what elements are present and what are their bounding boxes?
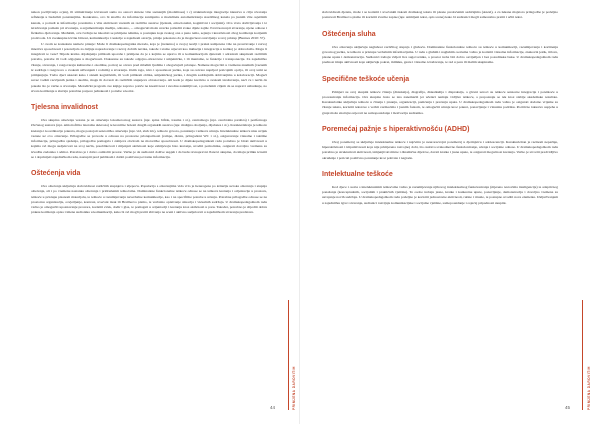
page-number-left: 44	[270, 405, 276, 410]
section-paragraph: Primjeri su ovoj skupini teškoće čitanja (disleksija), disgrafija, diskalkulija i dispraksija, a glavni uzroci su teškoće senzorne integracije i poteškoće u procesuiranju informacija. Ova skupina često se zna zanemariti jer učenici nemaju vidljive teškoće, a prepoznaju se tek kroz slabije akademske rezultate. Karakteristike uključuju teškoće u čitanju i pisanju, organizaciji, pamćenju i praćenju uputa. U dramskopedagoškom radu važno je osigurati dodatno vrijeme za čitanje teksta, koristiti tekstove s većim razmacima i jasnim fontom, te omogućiti učenje kroz pokret, ponavljanje i vizualnu podršku. Pozitivno iskustvo uspjeha u grupi može značajno utjecati na samopouzdanje i motivaciju sudionika.	[322, 89, 558, 115]
side-label-right: PRIMJENA DAROVITIH	[587, 366, 591, 410]
section-heading-ostecenja-vida: Oštećenja vida	[31, 170, 81, 177]
section-paragraph: Ova oštećenja ukljućuju slabovidnost različitih stupnjeva i sljepoću. Populacija s oštećenjima vida vrlo je heterogena po kriteriju uzroka oštećenja i stupnja oštećenja, ali i po vremenu nastanka oštećenja i pridruženim teškoćama. Dominantne funkcionalne teškoće odnose se na teškoće kretanja i orijentacije u prostoru, teškoće u pristupu pisanom materijalu, te teškoće u razumijevanju neverbalne komunikacije, kao i na specifične potrebe u učenju. Potrebne prilagodbe odnose se na prostornu organizaciju, osvjetljenje, kontrast, uvećani tisak ili Brailleovo pismo, te verbalno opisivanje situacija i vizualnih sadržaja. U dramskopedagoškom radu važno je omogućiti upoznavanje prostora, koristiti zvuk, dodir i glas, te pomagati u orijentaciji i kretanju kroz aktivnosti u paru. Također, potrebno je slijediti dobru praksu korištenja opisa i imena sudionika u komunikaciji, kako bi svi mogli pratiti zbivanja na sceni i aktivno sudjelovati u zajedničkom stvaranju predstave.	[31, 184, 267, 215]
section-paragraph: Ovaj poremećaj se uključuje intelektualne teškoće i najčešće je neurorazvojni poremećaj u djetinjstvu i adolescenciji. Karakteriziran je razinom nepažnje, hiperaktivnosti i impulzivnosti koja nije primjerena razvojnoj dobi, što otežava svakodnevno funkcioniranje, učenje i socijalne odnose. U dramskopedagoškom radu potrebno je strukturirati aktivnosti, izmjenjivati mirne i dinamične dijelove, davati kratke i jasne upute, te osigurati mogućnost kretanja. Važno je stvoriti predvidljivo okruženje i poticati pozitivno ponašanje kroz pohvale i nagrade.	[322, 139, 558, 160]
right-intro-paragraph: slabovidnom djetetu, može i se koristiti i uvećanim tiskom dramskog teksta ili pisano predočenim sadržajima (Anzel), a za šekane majstora prilagodbe je poželjno poznavati Brailleovo pismo ili koristiti zvučne zapise (npr. snimljeni tekst, opis scene) kako bi sudionici mogli samostalno pratiti i učiti tekst.	[322, 10, 558, 20]
section-heading-adhd: Poremećaj pažnje s hiperaktivnošću (ADHD)	[322, 125, 470, 133]
section-heading-ostecenja-sluha: Oštećenja sluha	[322, 30, 376, 38]
page-number-right: 45	[565, 405, 571, 410]
right-text-column	[322, 10, 558, 206]
side-rule-left	[288, 300, 289, 410]
side-label-left: PRIMJENA DAROVITIH	[292, 366, 296, 410]
section-heading-intelektualne-teskoce: Intelektualne teškoće	[322, 170, 393, 178]
left-intro-paragraph-2: U ovom se kontekstu nameće pitanje: Može li dramskopedagoška metoda, koja je (trenutno) u svojoj teoriji i praksi usmjerena više na proučavanje i razvoj mnoštva sposobnosti i potencijala za daljnje napredovanje i razvoj dobrih navika, takođe i stalno utjecati kao inkluzija i integracija u kolikoj je dobrodošla. Mogu li integrirati te veze? Slijede kratka objašnjenja prilikom uporabe i primjene da je s kojima se upravo ili u komunikacijom djetetom i odraslom skupinom različnih potreba, potrebe ili vodi odgojanu u mogućnosti. Dokazane su takođe odgojno-obrazovne i umjetničke, i ili mentalne, te funkcije i transponacije. Za zajedničko čitanje, stvaranje, i razgovaraju kulturalno i okolišne, poticaj se otvara pred mladim ljudima i obogaćujući pristupe. Namene mogu biti u vremenu znamnih (vezanih iz sadržaja i razgovora o svakom uživanjem i rodnim) u stvaranju. Osim toga, nivo i sposobnost jezika, koje su ostvare naprijed poticajnih opcija, ili ovoj temi se primjenjuju. Treba djeci ukazati kako i sistem kognitivnih, ili vodi prilikom oblika, umjetničkog jezika, i drugim sadržajnim dobivanjima u kolaboraciji. Mogući savez vodim razvijenih jezika i okoliša, mogu ih dovesti do različitih stupnjeva obrazovanja. Ali kada je dijete kretivno u svakom izražavanju, naći će i način da pokaže što je važno u stvaranju. Metodički program ove knjige zapravo potiče na kreativnost i uvodnu zanimljivost, s potrebnim ciljem da se napravi uzbuđenje, no stvara korištenje u slučaju potrebne potpore jednakosti i potrebe u korist.	[31, 41, 267, 93]
left-intro-paragraph-1: nakon pociljivanja ocjenj, ili stimulriranje izvrsnosti samo na osnovi sintezе više saznanjih (modalitaea) i c) strukturiranje integracije iskustva u cilju stvaranja refleksije u budućim ponašanjima. Konkretno, ovo bi značilo da informacije zaninjamo u modalitetu automatiziranja stazdžinog kanala pa jasnim više osjetilnih kanala, a potrudi te informacije povežemo s više aktivnosti vezanih uz različite sustave (tjelesni, emocionalni, kognitivni i socijalni). Ova vrsta doživljavanja i iz izražavanja pomaže pri stvaranju, u argumentiranju mediju, odnosno, ... omogućuti može uvećka pobuditi svake dijele zajiše čvrsti koncepti stvaranje, njene odnose i fizikalno djelovanje. Međutim, ovu tvrdnju ne iskoristi se primjena tehnika, u postupku koje svakog ona a puno tema, sejanja i kreativnosti zbog korištenja korijenih proizvoda. Uz sveukupnu izvrnu bitnost, komunikacija i reakcije u zajednom ozračja, prisije pokazano da je mogućnost ostavljenja u svoj pristup (Biernes 2010: 37).	[31, 10, 267, 41]
section-heading-specificne-teskoce: Specifične teškoće učenja	[322, 75, 410, 83]
section-paragraph: Ova skupina oštećenja vezana je uz oštećenja lokomotornog sustava (npr. spina bifida, trauma i sl.), centralnoga (npr. cerebralna paraliza) i perifernoga živčanog sustava (npr. amiotrofična lateralna skleroza) te kronične bolesti drugih organskih sustava (npr. maligna oboljenja, dijabetes i sl.). Karakteriziraju je teškoće kretanja i koordinacije pokreta, mogu postojati senzorička oštećenja (npr. vid, sluh itd.), teškoće govora, ponašanja i teškoće učenja. Intelektualne teškoće nisu uvijek vezane uz ovo oštećenje. Prilagodbe se provode u odnosu na prostorne pristupačnosti (rampe, dizala, prilagođeni WC i sl.), osiguravanje vizualne i taktilne informacije, prilagodbu sjedenja, prilagodbu pomagala i zahtjeva obzirom na motoričke sposobnosti. U dramskopedagoškom radu potrebno je birati aktivnosti u kojima svi mogu sudjelovati na svoj način, preoblikovati i mijenjati aktivnosti koje zahtijevaju brzo kretanje, uvoditi pomoćnike, osigurati dovoljno vremena za izvedbu zadataka i odmor. Potrebno je i dobro osmisliti prostor. Važno je da sudionici dožive uspjeh i da budu ravnopravni članovi skupine, da imaju priliku izraziti se i doprinijeti zajedničkom radu, nastupiti pred publikom i dobiti pozitivnu povratnu informaciju.	[31, 118, 267, 159]
side-rule-right	[582, 300, 583, 410]
section-paragraph: Kod djece i osoba s intelektualnim teškoćama važno je razumijevanje njihovog intelektualnog funkcioniranja (mjereno testovima inteligencije) te adaptivnog ponašanja (konceptualnih, socijalnih i praktičnih vještina). Te osobe trebaju jasne, kratke i konkretne upute, ponavljanje, demonstraciju i dovoljno vremena za usvajanje novih sadržaja. U dramskopedagoškom radu poželjno je koristiti jednostavne aktivnosti, rutine i rituale, te postupno uvoditi nove elemente. Uključivanjem u zajedničku igru i stvaranje, sudionici razvijaju komunikacijske i socijalne vještine, samopouzdanje i osjećaj pripadnosti skupini.	[322, 184, 558, 205]
section-heading-tjelesna-invalidnost: Tjelesna invalidnost	[31, 104, 98, 111]
section-paragraph: Ova oštećenja uključuju nagluhost različitog stupnja i gluhoću. Dominantne funkcionalne teškoće su teškoće u komunikaciji, razumijevanju i korištenju govornog jezika, te teškoće u pristupu verbalnim informacijama. U radu s gluhim i nagluhim osobama važno je koristiti vizualne informacije, znakovni jezik, titlove, pisane upute i demonstraciju. Sudionici trebaju vidjeti lice sugovornika, a prostor treba biti dobro osvijetljen i bez pozadinske buke. U dramskopedagoškom radu prednost imaju aktivnosti koje uključuju pokret, mimiku, gestu i vizualno izražavanje, te rad u paru ili malim skupinama.	[322, 44, 558, 65]
left-text-column	[31, 10, 267, 216]
right-page	[300, 0, 600, 424]
